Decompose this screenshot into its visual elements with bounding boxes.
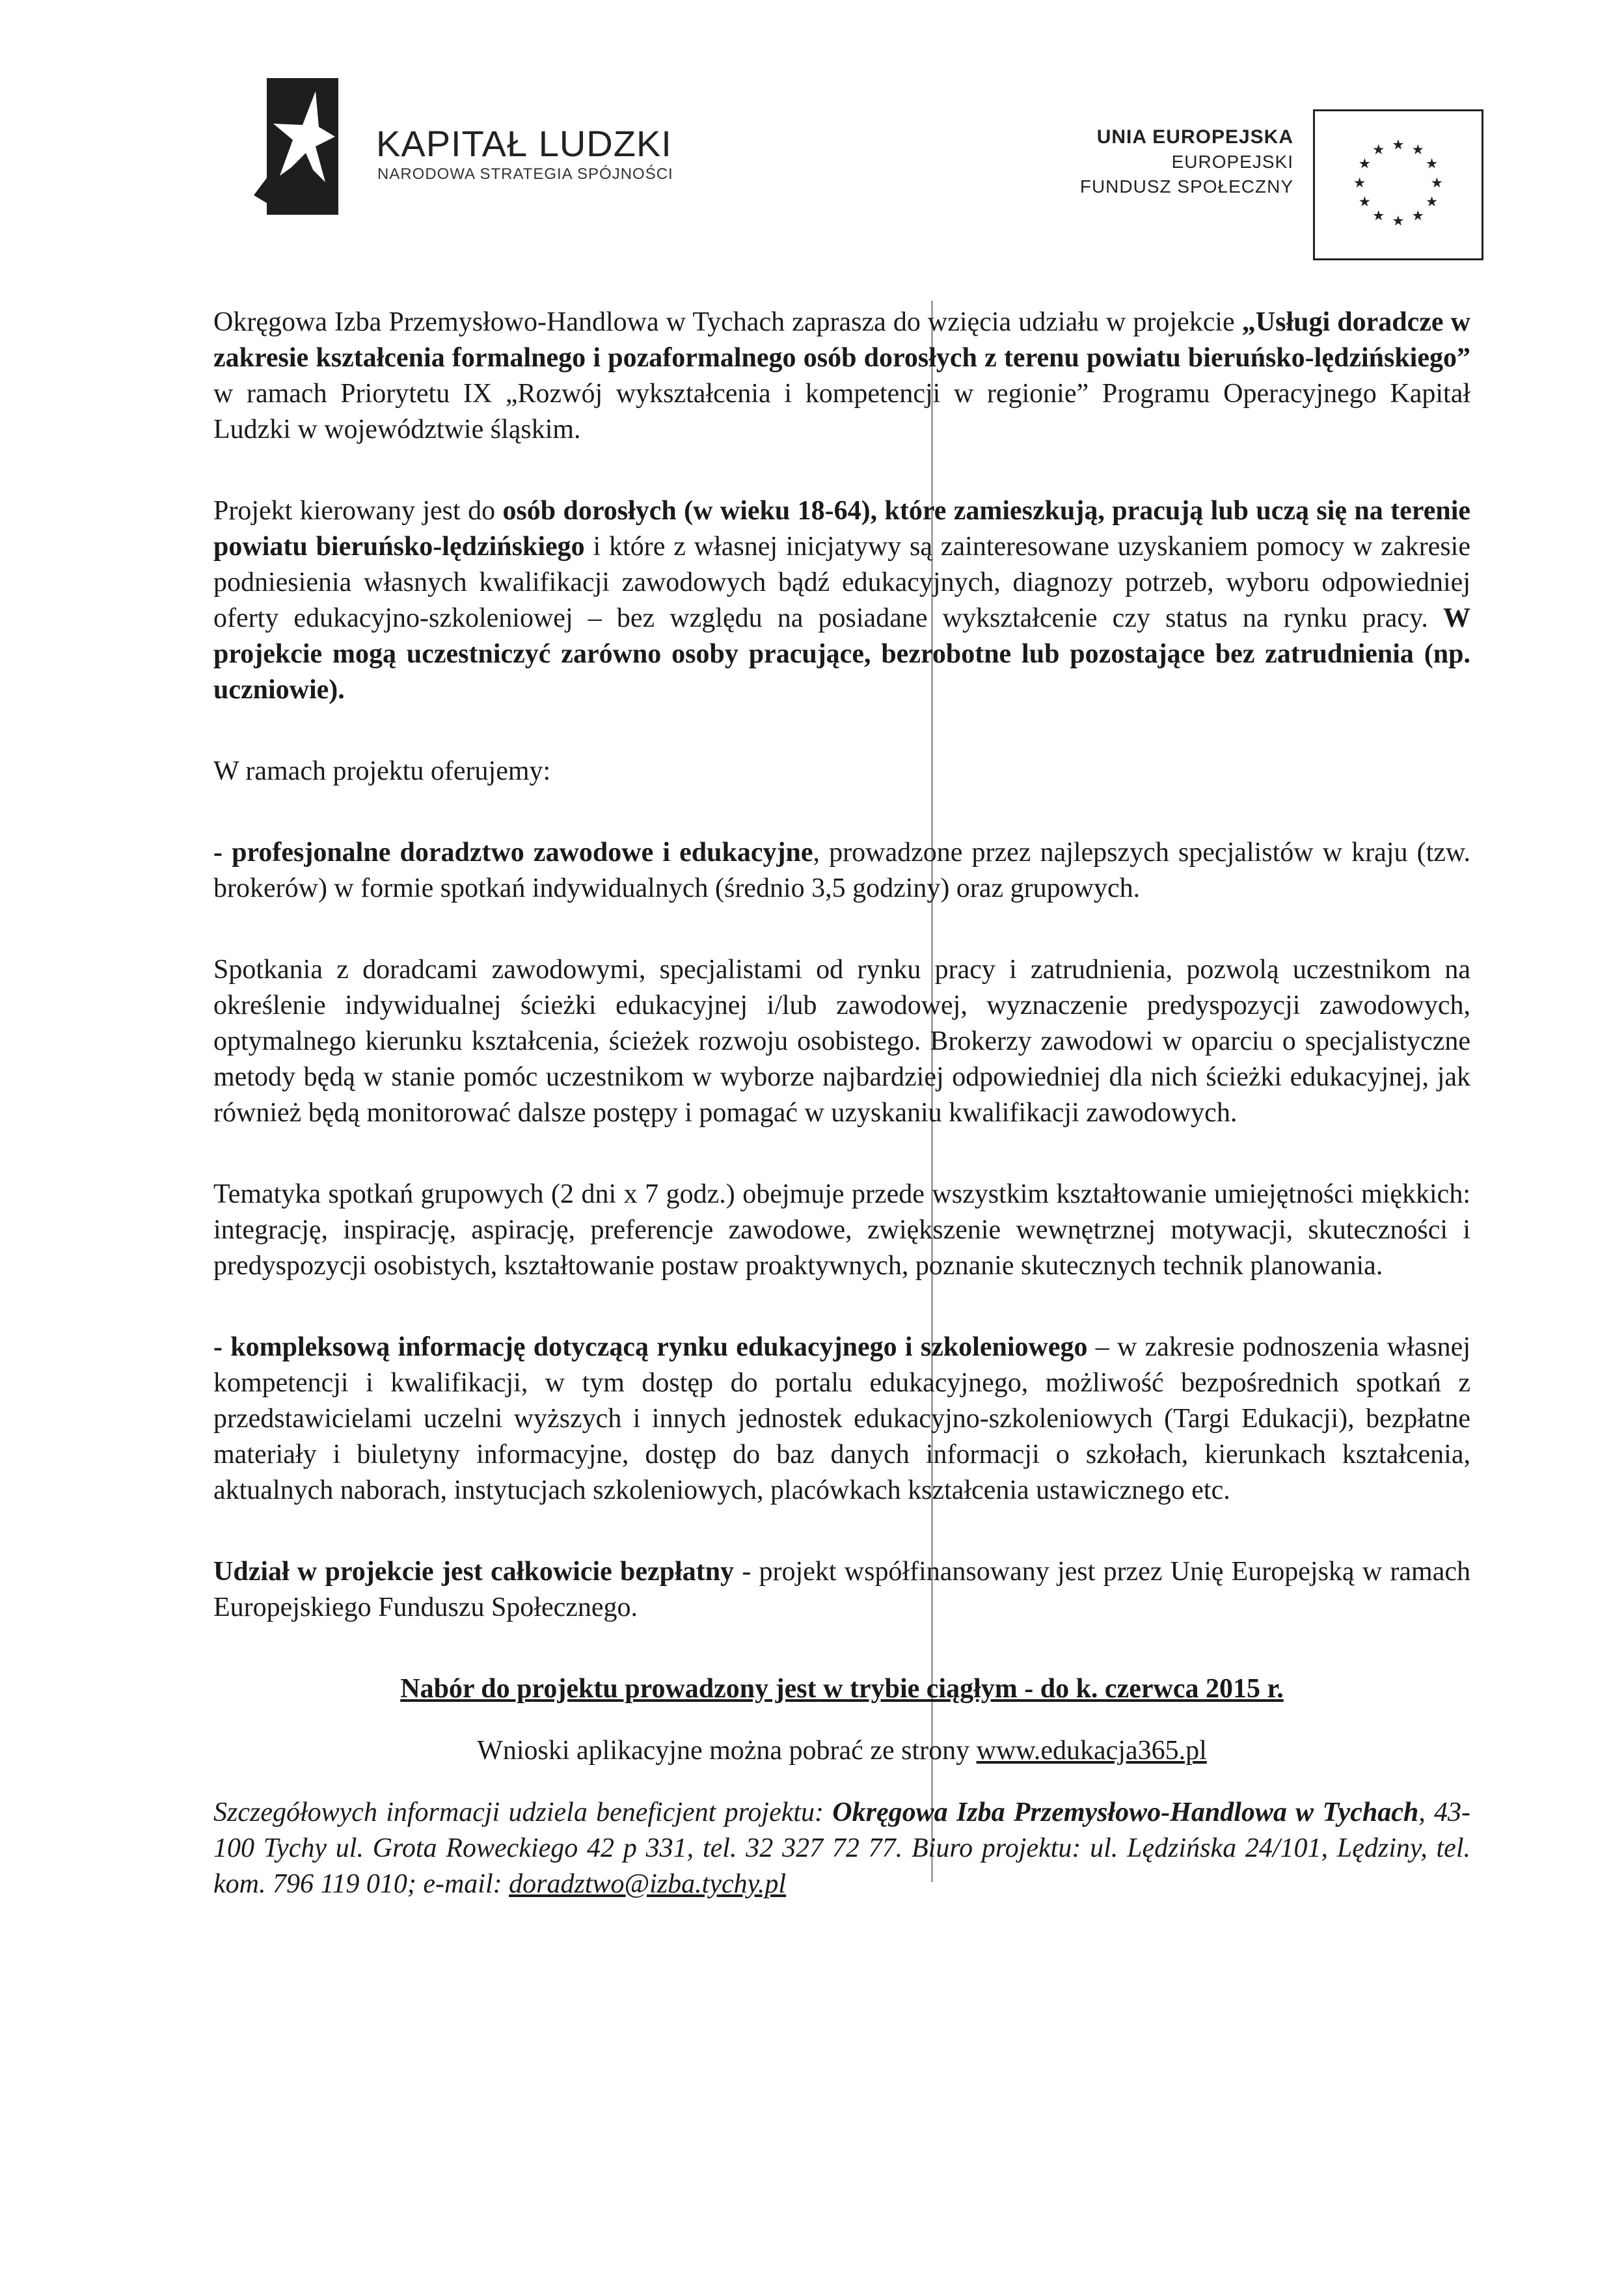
website-link[interactable]: www.edukacja365.pl — [976, 1736, 1207, 1766]
svg-text:★: ★ — [1358, 194, 1371, 211]
group-meetings-paragraph: Tematyka spotkań grupowych (2 dni x 7 godz.) obejmuje przede wszystkim kształtowanie umiejętności miękkich: integrację, inspirację, aspirację, preferencje zawodowe, zwiększenie wewnętrznej motywacji, skuteczności i predyspozycji osobistych, kształtowanie postaw proaktywnych, poznanie skutecznych technik planowania. — [213, 1179, 1470, 1281]
svg-text:★: ★ — [1392, 213, 1405, 230]
svg-text:★: ★ — [1358, 156, 1371, 172]
eu-line-3: FUNDUSZ SPOŁECZNY — [1079, 176, 1293, 197]
svg-text:★: ★ — [1372, 208, 1385, 225]
svg-text:★: ★ — [1426, 156, 1439, 172]
meetings-paragraph: Spotkania z doradcami zawodowymi, specjalistami od rynku pracy i zatrudnienia, pozwolą uczestnikom na określenie indywidualnej ścieżki edukacyjnej i/lub zawodowej, wyznaczenie predyspozycji zawodowych, optymalnego kierunku kształcenia, ścieżek rozwoju osobistego. Brokerzy zawodowi w oparciu o specjalistyczne metody będą w stanie pomóc uczestnikom w wyborze najbardziej odpowiedniej dla nich ścieżki edukacyjnej, jak również będą monitorować dalsze postępy i pomagać w uzyskaniu kwalifikacji zawodowych. — [213, 955, 1470, 1128]
kapital-ludzki-logo-icon — [254, 78, 338, 215]
eu-line-1: UNIA EUROPEJSKA — [1096, 126, 1293, 148]
eu-fund-text — [976, 125, 1293, 199]
svg-text:★: ★ — [1411, 142, 1424, 159]
svg-text:★: ★ — [1411, 208, 1424, 225]
svg-text:★: ★ — [1430, 174, 1444, 191]
email-link[interactable]: doradztwo@izba.tychy.pl — [509, 1869, 787, 1899]
target-group-paragraph: Projekt kierowany jest do osób dorosłych (w wieku 18-64), które zamieszkują, pracują lub uczą się na terenie powiatu bieruńsko-lędzińskiego i które z własnej inicjatywy są zainteresowane uzyskaniem pomocy w zakresie podniesienia własnych kwalifikacji zawodowych bądź edukacyjnych, diagnozy potrzeb, wyboru odpowiedniej oferty edukacyjno-szkoleniowej – bez względu na posiadane wykształcenie czy status na rynku pracy. W projekcie mogą uczestniczyć zarówno osoby pracujące, bezrobotne lub pozostające bez zatrudnienia (np. uczniowie). — [213, 496, 1470, 705]
svg-text:★: ★ — [1392, 137, 1405, 154]
contact-paragraph: Szczegółowych informacji udziela beneficjent projektu: Okręgowa Izba Przemysłowo-Handlowa w Tychach, 43-100 Tychy ul. Grota Roweckiego 42 p 331, tel. 32 327 72 77. Biuro projektu: ul. Lędzińska 24/101, Lędziny, tel. kom. 796 119 010; e-mail: doradztwo@izba.tychy.pl — [213, 1798, 1470, 1899]
svg-text:★: ★ — [1426, 194, 1439, 211]
kapital-ludzki-subtitle: NARODOWA STRATEGIA SPÓJNOŚCI — [377, 165, 673, 183]
eu-flag-icon — [1313, 109, 1483, 260]
recruitment-notice: Nabór do projektu prowadzony jest w trybie ciągłym - do k. czerwca 2015 r. — [400, 1674, 1284, 1704]
svg-text:★: ★ — [1372, 142, 1385, 159]
eu-line-2: EUROPEJSKI — [1171, 152, 1293, 172]
free-participation-paragraph: Udział w projekcie jest całkowicie bezpłatny - projekt współfinansowany jest przez Unię Europejską w ramach Europejskiego Funduszu Społecznego. — [213, 1557, 1471, 1622]
svg-text:★: ★ — [1353, 174, 1366, 191]
document-body — [213, 305, 1470, 1948]
download-line: Wnioski aplikacyjne można pobrać ze strony www.edukacja365.pl — [477, 1736, 1207, 1766]
kapital-ludzki-title: KAPITAŁ LUDZKI — [376, 123, 672, 164]
offer-information-paragraph: - kompleksową informację dotyczącą rynku edukacyjnego i szkoleniowego – w zakresie podnoszenia własnej kompetencji i kwalifikacji, w tym dostęp do portalu edukacyjnego, możliwość bezpośrednich spotkań z przedstawicielami uczelni wyższych i innych jednostek edukacyjno-szkoleniowych (Targi Edukacji), bezpłatne materiały i biuletyny informacyjne, dostęp do baz danych informacji o szkołach, kierunkach kształcenia, aktualnych naborach, instytucjach szkoleniowych, placówkach kształcenia ustawicznego etc. — [213, 1332, 1470, 1505]
intro-paragraph: Okręgowa Izba Przemysłowo-Handlowa w Tychach zaprasza do wzięcia udziału w projekcie „Usługi doradcze w zakresie kształcenia formalnego i pozaformalnego osób dorosłych z terenu powiatu bieruńsko-lędzińskiego” w ramach Priorytetu IX „Rozwój wykształcenia i kompetencji w regionie” Programu Operacyjnego Kapitał Ludzki w województwie śląskim. — [213, 307, 1470, 444]
offer-counseling-paragraph: - profesjonalne doradztwo zawodowe i edukacyjne, prowadzone przez najlepszych specjalistów w kraju (tzw. brokerów) w formie spotkań indywidualnych (średnio 3,5 godziny) oraz grupowych. — [213, 838, 1470, 903]
offer-intro: W ramach projektu oferujemy: — [213, 756, 551, 786]
